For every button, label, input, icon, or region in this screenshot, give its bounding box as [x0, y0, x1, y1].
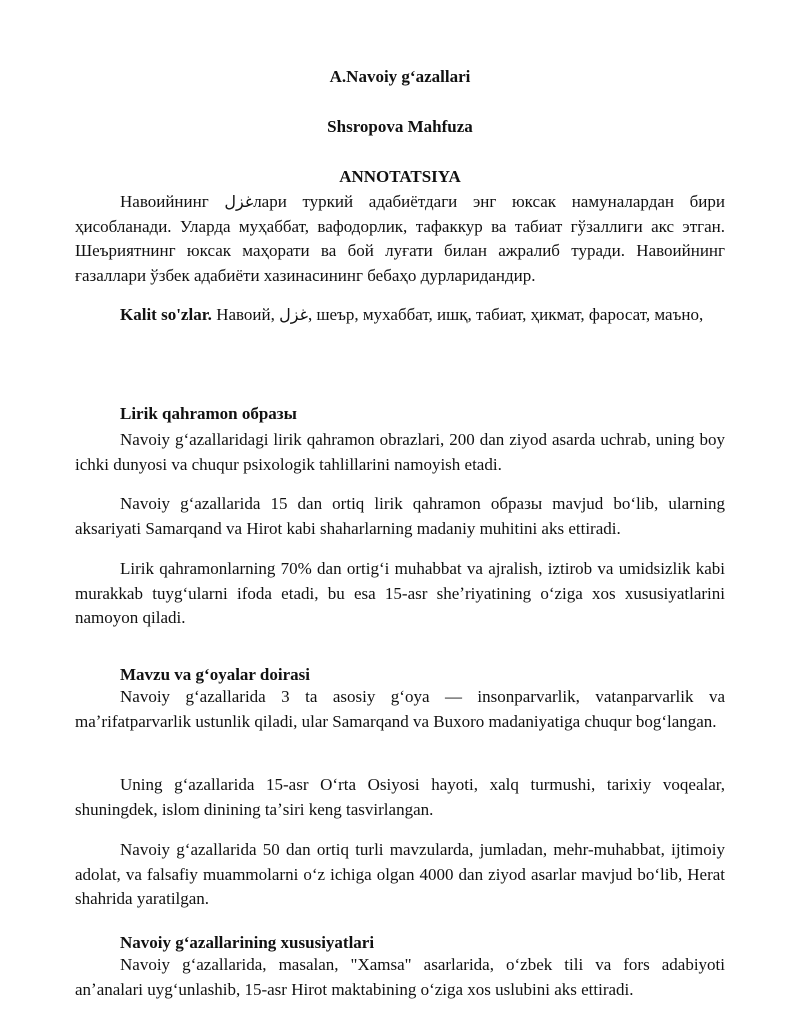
keywords-paragraph	[75, 303, 725, 328]
abstract-text-1: Навоийнинг	[120, 192, 225, 211]
keywords-arabic-word: غزل	[279, 305, 308, 324]
section-heading: Mavzu va gʻoyalar doirasi	[120, 665, 310, 684]
abstract-heading: ANNOTATSIYA	[339, 167, 461, 186]
abstract-text-2: лари туркий адабиётдаги энг юксак намуналардан бири ҳисобланади. Уларда муҳаббат, вафодорлик, тафаккур ва табиат гўзаллиги акс этган. Шеъриятнинг юксак маҳорати ва бой луғати билан ажралиб туради. Навоийнинг ғазаллари ўзбек адабиёти хазинасининг бебаҳо дурларидандир.	[75, 192, 725, 285]
section-paragraph: Navoiy gʻazallarida, masalan, "Xamsa" asarlarida, oʻzbek tili va fors adabiyoti anʼanalari uygʻunlashib, 15-asr Hirot maktabining oʻziga xos uslubini aks ettiradi.	[75, 955, 725, 999]
keywords-text-1: Навоий,	[211, 305, 280, 324]
section-heading: Navoiy gʻazallarining xususiyatlari	[120, 933, 375, 952]
author-name: Shsropova Mahfuza	[327, 117, 473, 136]
section-paragraph: Lirik qahramonlarning 70% dan ortigʻi muhabbat va ajralish, iztirob va umidsizlik kabi murakkab tuygʻularni ifoda etadi, bu esa 15-asr sheʼriyatining oʻziga xos xususiyatlarini namoyon qiladi.	[75, 559, 725, 627]
keywords-text-2: , шеър, мухаббат, ишқ, табиат, ҳикмат, фаросат, маъно,	[307, 305, 704, 324]
section-paragraph: Navoiy gʻazallarida 50 dan ortiq turli mavzularda, jumladan, mehr-muhabbat, ijtimoiy adolat, va falsafiy muammolarni oʻz ichiga olgan 4000 dan ziyod asarlar mavjud boʻlib, Herat shahrida yaratilgan.	[75, 840, 725, 908]
abstract-arabic-word: غزل	[224, 192, 254, 211]
section-paragraph: Navoiy gʻazallaridagi lirik qahramon obrazlari, 200 dan ziyod asarda uchrab, uning boy ichki dunyosi va chuqur psixologik tahlillarini namoyish etadi.	[75, 430, 725, 474]
section-paragraph: Uning gʻazallarida 15-asr Oʻrta Osiyosi hayoti, xalq turmushi, tarixiy voqealar, shuningdek, islom dinining taʼsiri keng tasvirlangan.	[75, 775, 725, 819]
abstract-paragraph	[75, 190, 725, 288]
section-paragraph: Navoiy gʻazallarida 3 ta asosiy gʻoya — insonparvarlik, vatanparvarlik va maʼrifatparvarlik ustunlik qiladi, ular Samarqand va Buxoro madaniyatiga chuqur bogʻlangan.	[75, 687, 725, 731]
section-heading: Lirik qahramon образы	[120, 404, 297, 423]
keywords-label: Kalit so'zlar.	[120, 305, 212, 324]
document-title: A.Navoiy gʻazallari	[329, 67, 471, 86]
section-paragraph: Navoiy gʻazallarida 15 dan ortiq lirik qahramon образы mavjud boʻlib, ularning aksariyati Samarqand va Hirot kabi shaharlarning madaniy muhitini aks ettiradi.	[75, 494, 725, 538]
